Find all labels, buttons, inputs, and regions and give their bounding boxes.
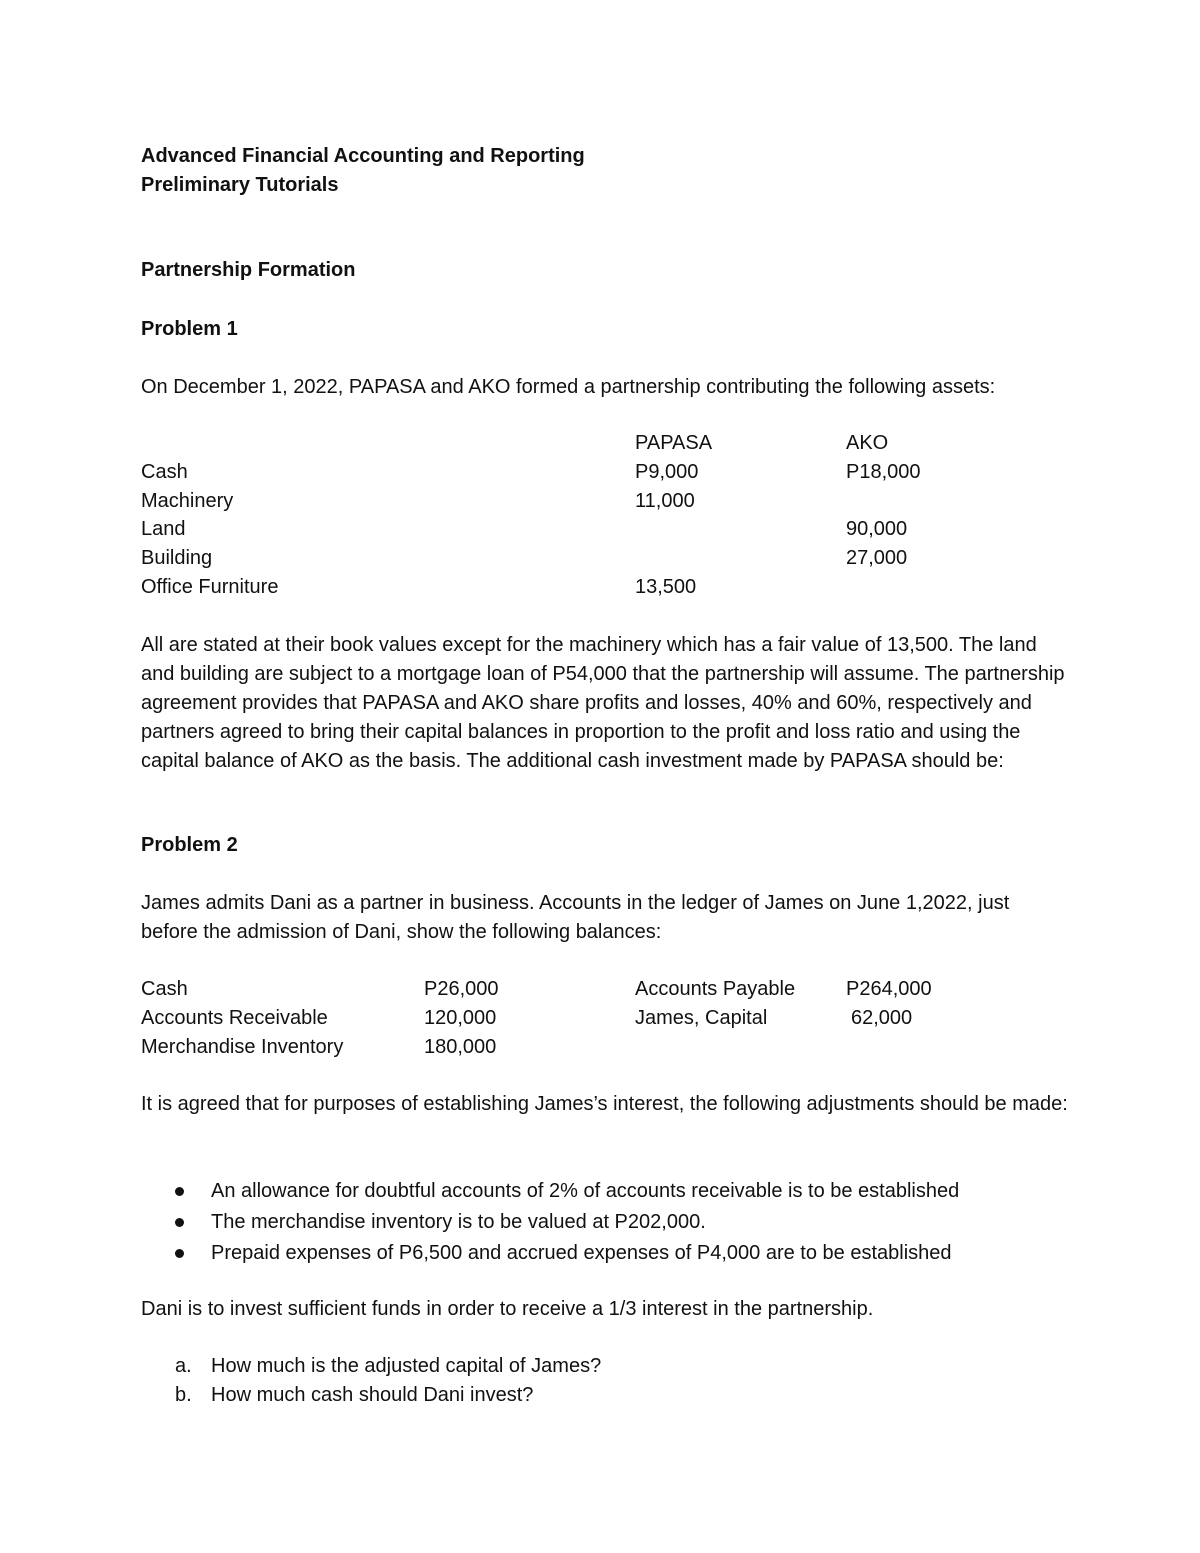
document-title: Advanced Financial Accounting and Reporting [141,145,585,167]
list-item [141,1352,601,1381]
table-cell-papasa: P9,000 [635,461,699,483]
table-row-label: Land [141,518,186,540]
bullet-icon [175,1187,184,1196]
problem-2-intro: James admits Dani as a partner in business. Accounts in the ledger of James on June 1,2022, just before the admission of Dani, show the following balances: [141,892,1010,943]
ledger-label: Merchandise Inventory [141,1036,344,1058]
ledger-value: 120,000 [424,1007,497,1029]
list-item: Prepaid expenses of P6,500 and accrued expenses of P4,000 are to be established [141,1238,959,1269]
ledger-label: Accounts Receivable [141,1007,328,1029]
question-marker: a. [175,1355,192,1377]
ledger-value: 62,000 [851,1007,913,1029]
list-item: The merchandise inventory is to be valued at P202,000. [141,1207,959,1238]
bullet-icon [175,1218,184,1227]
table-header-papasa: PAPASA [635,432,713,454]
list-item: An allowance for doubtful accounts of 2% of accounts receivable is to be established [141,1176,959,1207]
table-cell-ako: 90,000 [846,518,908,540]
problem-1-intro: On December 1, 2022, PAPASA and AKO formed a partnership contributing the following assets: [141,376,996,398]
table-row-label: Office Furniture [141,576,279,598]
ledger-label: James, Capital [635,1007,768,1029]
bullet-icon [175,1249,184,1258]
list-item [141,1381,601,1410]
question-marker: b. [175,1384,192,1406]
dani-statement: Dani is to invest sufficient funds in order to receive a 1/3 interest in the partnership. [141,1298,874,1320]
table-cell-ako: 27,000 [846,547,908,569]
adjustments-list [141,1176,959,1269]
table-cell-papasa: 13,500 [635,576,697,598]
question-text: How much is the adjusted capital of James? [211,1355,602,1377]
question-text: How much cash should Dani invest? [211,1384,534,1406]
problem-1-body: All are stated at their book values except for the machinery which has a fair value of 13,500. The land and building are subject to a mortgage loan of P54,000 that the partnership will assume. The partnership agreement provides that PAPASA and AKO share profits and losses, 40% and 60%, respectively and partners agreed to bring their capital balances in proportion to the profit and loss ratio and using the capital balance of AKO as the basis. The additional cash investment made by PAPASA should be: [141,634,1065,772]
table-cell-papasa: 11,000 [635,490,695,512]
ledger-value: P264,000 [846,978,932,1000]
problem-2-title: Problem 2 [141,834,238,856]
section-title: Partnership Formation [141,259,356,281]
ledger-value: 180,000 [424,1036,497,1058]
table-row-label: Building [141,547,213,569]
document-subtitle: Preliminary Tutorials [141,174,339,196]
problem-1-title: Problem 1 [141,318,238,340]
table-header-ako: AKO [846,432,889,454]
ledger-label: Accounts Payable [635,978,796,1000]
questions-list [141,1352,601,1410]
table-row-label: Machinery [141,490,234,512]
table-cell-ako: P18,000 [846,461,921,483]
table-row-label: Cash [141,461,188,483]
ledger-label: Cash [141,978,188,1000]
ledger-value: P26,000 [424,978,499,1000]
adjustments-intro: It is agreed that for purposes of establishing James’s interest, the following adjustments should be made: [141,1093,1068,1115]
